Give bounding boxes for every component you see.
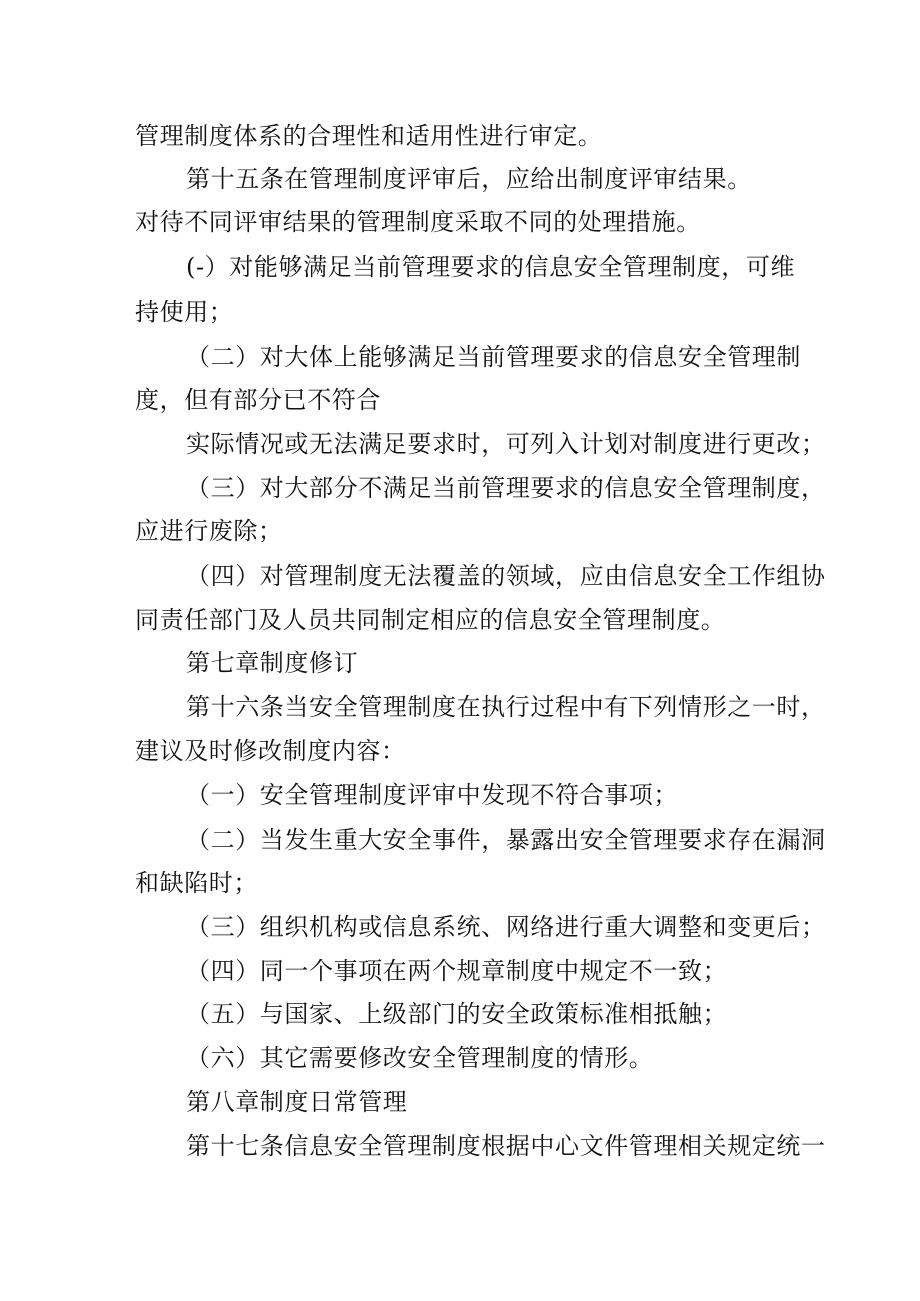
text-line: （二）对大体上能够满足当前管理要求的信息安全管理制 — [186, 343, 801, 371]
text-line: 第十五条在管理制度评审后，应给出制度评审结果。 — [186, 165, 752, 193]
text-line: 第十六条当安全管理制度在执行过程中有下列情形之一时， — [186, 693, 826, 721]
text-line: 和缺陷时； — [135, 869, 258, 897]
text-line: （四）对管理制度无法覆盖的领域，应由信息安全工作组协 — [186, 562, 826, 590]
text-line: 对待不同评审结果的管理制度采取不同的处理措施。 — [135, 208, 701, 236]
text-line: 第十七条信息安全管理制度根据中心文件管理相关规定统一 — [186, 1132, 826, 1160]
text-line: 持使用； — [135, 298, 234, 326]
text-line: 建议及时修改制度内容： — [135, 737, 406, 765]
text-line: 同责任部门及人员共同制定相应的信息安全管理制度。 — [135, 606, 726, 634]
text-line: 应进行废除； — [135, 517, 283, 545]
section-heading: 第八章制度日常管理 — [186, 1088, 408, 1116]
text-line: （三）组织机构或信息系统、网络进行重大调整和变更后； — [186, 913, 826, 941]
text-line: （五）与国家、上级部门的安全政策标准相抵触； — [186, 1000, 728, 1028]
text-line: （六）其它需要修改安全管理制度的情形。 — [186, 1044, 654, 1072]
text-line: 管理制度体系的合理性和适用性进行审定。 — [135, 122, 603, 150]
text-line: (-）对能够满足当前管理要求的信息安全管理制度，可维 — [186, 253, 796, 281]
text-line: （四）同一个事项在两个规章制度中规定不一致； — [186, 957, 728, 985]
text-line: （三）对大部分不满足当前管理要求的信息安全管理制度， — [186, 474, 826, 502]
text-line: （一）安全管理制度评审中发现不符合事项； — [186, 781, 678, 809]
text-line: （二）当发生重大安全事件，暴露出安全管理要求存在漏洞 — [186, 826, 826, 854]
text-line: 度，但有部分已不符合 — [135, 386, 381, 414]
section-heading: 第七章制度修订 — [186, 649, 359, 677]
text-line: 实际情况或无法满足要求时，可列入计划对制度进行更改； — [186, 430, 826, 458]
